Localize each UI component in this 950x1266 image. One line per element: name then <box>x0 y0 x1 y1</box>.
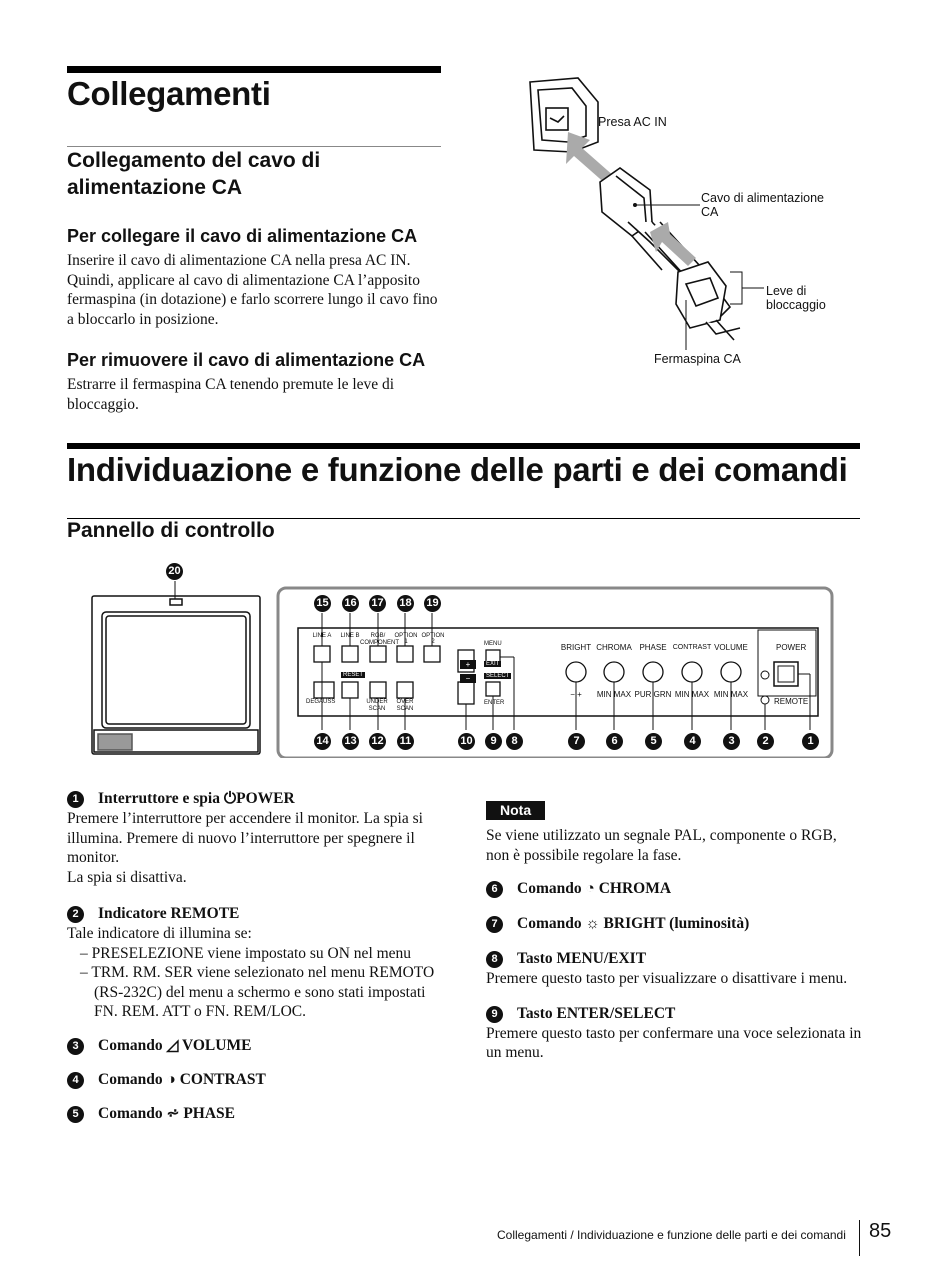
section1-title: Collegamenti <box>67 75 271 112</box>
items-left-column <box>67 789 443 1124</box>
item-title: Comando ◔ CHROMA <box>517 880 672 897</box>
knob-bright <box>566 662 586 682</box>
section2-title: Individuazione e funzione delle parti e dei comandi <box>67 451 848 488</box>
item-text: Premere questo tasto per visualizzare o disattivare i menu. <box>486 970 848 987</box>
item-text: Premere l’interruttore per accendere il monitor. La spia si illumina. Premere di nuovo l’interruttore per spegnere il monitor. <box>67 810 423 866</box>
connect-heading: Per collegare il cavo di alimentazione CA <box>67 226 418 246</box>
callout-5: 5 <box>645 733 662 750</box>
callout-3: 3 <box>723 733 740 750</box>
item-text: Tale indicatore di illumina se: <box>67 925 252 942</box>
knob-range-volume: MIN MAX <box>713 690 749 699</box>
btn-underscan <box>370 682 386 698</box>
nota-label: Nota <box>486 801 545 820</box>
knob-range-contrast: MIN MAX <box>674 690 710 699</box>
callout-4: 4 <box>684 733 701 750</box>
section1-subtitle: Collegamento del cavo di alimentazione CA <box>67 149 321 199</box>
item-title: Comando ☼ BRIGHT (luminosità) <box>517 915 750 932</box>
panel-label-line-b: LINE B <box>340 633 360 639</box>
btn-degauss <box>314 682 334 698</box>
monitor-front <box>92 596 260 754</box>
btn-minus <box>458 682 474 704</box>
callout-17: 17 <box>369 595 386 612</box>
remove-heading: Per rimuovere il cavo di alimentazione CA <box>67 350 426 370</box>
knob-chroma <box>604 662 624 682</box>
item-8 <box>486 949 862 989</box>
section1-top-rule <box>67 66 441 73</box>
item-3 <box>67 1036 443 1056</box>
callout-13: 13 <box>342 733 359 750</box>
item-1 <box>67 789 443 887</box>
panel-label-degauss: DEGAUSS <box>306 699 336 705</box>
footer-breadcrumb: Collegamenti / Individuazione e funzione delle parti e dei comandi <box>497 1228 846 1242</box>
item-number: 1 <box>67 791 84 808</box>
panel-label-exit: EXIT <box>486 661 500 667</box>
callout-8: 8 <box>506 733 523 750</box>
panel-label-option1: OPTION 1 <box>394 633 418 645</box>
btn-rgb <box>370 646 386 662</box>
items-right-column <box>486 801 862 1063</box>
panel-label-enter: ENTER <box>484 700 505 706</box>
plug-illustration <box>520 72 860 372</box>
control-panel-diagram <box>88 558 838 758</box>
panel-label-underscan: UNDER SCAN <box>366 699 388 712</box>
panel-label-overscan: OVER SCAN <box>396 699 414 712</box>
label-cable-line2: CA <box>701 205 719 219</box>
knob-range-bright: − + <box>570 690 582 699</box>
item-number: 5 <box>67 1106 84 1123</box>
callout-14: 14 <box>314 733 331 750</box>
label-ac-in: Presa AC IN <box>598 115 667 129</box>
knob-range-phase: PUR GRN <box>634 690 672 699</box>
item-number: 4 <box>67 1072 84 1089</box>
panel-label-remote: REMOTE <box>774 697 809 706</box>
item-title: Comando ⩫ PHASE <box>98 1104 236 1122</box>
callout-16: 16 <box>342 595 359 612</box>
panel-label-minus: − <box>460 674 476 683</box>
connect-text: Inserire il cavo di alimentazione CA nella presa AC IN. Quindi, applicare al cavo di alimentazione CA l’apposito fermaspina (in dotazione) e farlo scorrere lungo il cavo fino a bloccarlo in posizione. <box>67 252 438 328</box>
callout-1: 1 <box>802 733 819 750</box>
btn-option1 <box>397 646 413 662</box>
item-6 <box>486 879 862 899</box>
item-number: 3 <box>67 1038 84 1055</box>
callout-9: 9 <box>485 733 502 750</box>
callout-18: 18 <box>397 595 414 612</box>
btn-overscan <box>397 682 413 698</box>
item-5 <box>67 1104 443 1124</box>
section2-top-rule <box>67 443 860 449</box>
item-title: Comando ◿ VOLUME <box>98 1036 252 1054</box>
btn-option2 <box>424 646 440 662</box>
knob-range-chroma: MIN MAX <box>596 690 632 699</box>
callout-10: 10 <box>458 733 475 750</box>
nota-box <box>486 801 862 865</box>
callout-19: 19 <box>424 595 441 612</box>
item-number: 7 <box>486 916 503 933</box>
item-number: 9 <box>486 1006 503 1023</box>
item-title: Interruttore e spia ⏻POWER <box>98 790 295 807</box>
callout-12: 12 <box>369 733 386 750</box>
panel-label-select: SELECT <box>486 673 510 679</box>
knob-label-bright: BRIGHT <box>560 643 592 652</box>
section2-subtitle: Pannello di controllo <box>67 519 275 542</box>
knob-label-contrast: CONTRAST <box>672 644 712 651</box>
btn-reset <box>342 682 358 698</box>
footer-divider <box>859 1220 860 1256</box>
item-number: 8 <box>486 951 503 968</box>
page-number: 85 <box>869 1220 892 1242</box>
knob-label-chroma: CHROMA <box>596 643 632 652</box>
bullet: – TRM. RM. SER viene selezionato nel menu REMOTO (RS-232C) del menu a schermo e sono stati impostati FN. REM. ATT o FN. REM/LOC. <box>80 964 435 1020</box>
label-cable-line1: Cavo di alimentazione <box>701 191 824 205</box>
callout-15: 15 <box>314 595 331 612</box>
item-title: Indicatore REMOTE <box>98 905 240 922</box>
callout-6: 6 <box>606 733 623 750</box>
btn-enter <box>486 682 500 696</box>
knob-volume <box>721 662 741 682</box>
panel-label-line-a: LINE A <box>312 633 332 639</box>
label-levers-line1: Leve di <box>766 284 807 298</box>
panel-label-menu: MENU <box>484 641 502 647</box>
btn-line-b <box>342 646 358 662</box>
power-led <box>761 671 769 679</box>
item-text: Premere questo tasto per confermare una voce selezionata in un menu. <box>486 1024 862 1061</box>
item-bullets <box>67 944 443 1022</box>
remote-led <box>761 696 769 704</box>
item-title: Tasto ENTER/SELECT <box>517 1004 676 1022</box>
panel-label-rgb: RGB/ COMPONENT <box>360 633 399 646</box>
label-levers-line2: bloccaggio <box>766 298 826 312</box>
item-title: Comando ◑ CONTRAST <box>98 1070 266 1088</box>
callout-7: 7 <box>568 733 585 750</box>
item-number: 2 <box>67 906 84 923</box>
bullet: – PRESELEZIONE viene impostato su ON nel menu <box>80 944 412 962</box>
knob-phase <box>643 662 663 682</box>
callout-20: 20 <box>166 563 183 580</box>
panel-label-option2: OPTION 2 <box>421 633 445 645</box>
item-4 <box>67 1070 443 1090</box>
item-title: Tasto MENU/EXIT <box>517 950 647 967</box>
knob-contrast <box>682 662 702 682</box>
label-holder: Fermaspina CA <box>654 352 741 366</box>
item-7 <box>486 914 862 934</box>
callout-11: 11 <box>397 733 414 750</box>
callout-2: 2 <box>757 733 774 750</box>
item-text-2: La spia si disattiva. <box>67 868 187 886</box>
item-number: 6 <box>486 881 503 898</box>
item-2 <box>67 904 443 1022</box>
panel-label-reset: RESET <box>343 672 364 678</box>
panel-label-power: POWER <box>776 643 807 652</box>
remove-text: Estrarre il fermaspina CA tenendo premute le leve di bloccaggio. <box>67 376 395 413</box>
nota-text: Se viene utilizzato un segnale PAL, componente o RGB, non è possibile regolare la fase. <box>486 827 837 864</box>
panel-label-plus: + <box>460 660 476 669</box>
item-9 <box>486 1004 862 1063</box>
knob-label-phase: PHASE <box>639 643 667 652</box>
knob-label-volume: VOLUME <box>714 643 748 652</box>
btn-line-a <box>314 646 330 662</box>
